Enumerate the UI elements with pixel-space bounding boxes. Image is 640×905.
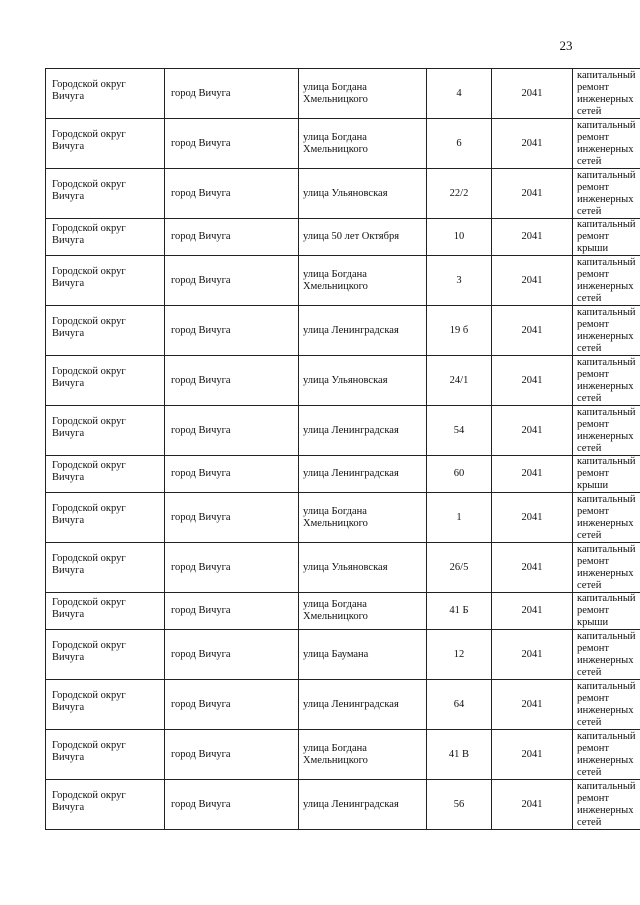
district-text: Городской округ Вичуга xyxy=(52,552,126,576)
district-cell xyxy=(46,680,165,730)
city-cell: город Вичуга xyxy=(165,543,299,593)
work-type-cell: капитальный ремонт инженерных сетей xyxy=(573,119,640,169)
district-text: Городской округ Вичуга xyxy=(52,460,126,483)
work-type-cell: капитальный ремонт инженерных сетей xyxy=(573,256,640,306)
work-type-cell: капитальный ремонт крыши xyxy=(573,593,640,630)
year-cell: 2041 xyxy=(492,456,573,493)
district-text: Городской округ Вичуга xyxy=(52,315,126,339)
district-text: Городской округ Вичуга xyxy=(52,128,126,152)
district-text: Городской округ Вичуга xyxy=(52,739,126,763)
year-cell: 2041 xyxy=(492,406,573,456)
street-cell: улица Богдана Хмельницкого xyxy=(299,493,427,543)
table-row xyxy=(46,219,640,256)
table-row xyxy=(46,493,640,543)
work-type-cell: капитальный ремонт инженерных сетей xyxy=(573,780,640,830)
work-type-cell: капитальный ремонт инженерных сетей xyxy=(573,730,640,780)
table-row xyxy=(46,169,640,219)
street-cell: улица Ленинградская xyxy=(299,680,427,730)
house-number-cell: 10 xyxy=(427,219,492,256)
house-number-cell: 6 xyxy=(427,119,492,169)
city-cell: город Вичуга xyxy=(165,256,299,306)
city-cell: город Вичуга xyxy=(165,780,299,830)
table-row xyxy=(46,593,640,630)
street-cell: улица 50 лет Октября xyxy=(299,219,427,256)
street-cell: улица Ульяновская xyxy=(299,169,427,219)
work-type-cell: капитальный ремонт инженерных сетей xyxy=(573,169,640,219)
city-cell: город Вичуга xyxy=(165,456,299,493)
city-cell: город Вичуга xyxy=(165,730,299,780)
district-cell xyxy=(46,356,165,406)
work-type-cell: капитальный ремонт инженерных сетей xyxy=(573,356,640,406)
table-row xyxy=(46,69,640,119)
work-type-cell: капитальный ремонт инженерных сетей xyxy=(573,630,640,680)
district-text: Городской округ Вичуга xyxy=(52,789,126,813)
year-cell: 2041 xyxy=(492,780,573,830)
house-number-cell: 24/1 xyxy=(427,356,492,406)
district-text: Городской округ Вичуга xyxy=(52,502,126,526)
street-cell: улица Богдана Хмельницкого xyxy=(299,119,427,169)
house-number-cell: 22/2 xyxy=(427,169,492,219)
district-cell xyxy=(46,730,165,780)
year-cell: 2041 xyxy=(492,630,573,680)
district-text: Городской округ Вичуга xyxy=(52,223,126,246)
year-cell: 2041 xyxy=(492,493,573,543)
city-cell: город Вичуга xyxy=(165,219,299,256)
city-cell: город Вичуга xyxy=(165,356,299,406)
house-number-cell: 54 xyxy=(427,406,492,456)
house-number-cell: 19 б xyxy=(427,306,492,356)
house-number-cell: 4 xyxy=(427,69,492,119)
year-cell: 2041 xyxy=(492,680,573,730)
district-cell xyxy=(46,169,165,219)
district-cell xyxy=(46,406,165,456)
street-cell: улица Ульяновская xyxy=(299,356,427,406)
house-number-cell: 41 В xyxy=(427,730,492,780)
work-type-cell: капитальный ремонт инженерных сетей xyxy=(573,406,640,456)
house-number-cell: 26/5 xyxy=(427,543,492,593)
work-type-cell: капитальный ремонт крыши xyxy=(573,456,640,493)
house-number-cell: 3 xyxy=(427,256,492,306)
district-cell xyxy=(46,69,165,119)
city-cell: город Вичуга xyxy=(165,406,299,456)
table-row xyxy=(46,680,640,730)
city-cell: город Вичуга xyxy=(165,119,299,169)
housing-repair-table xyxy=(45,68,640,830)
year-cell: 2041 xyxy=(492,119,573,169)
year-cell: 2041 xyxy=(492,256,573,306)
table-row xyxy=(46,630,640,680)
page-number: 23 xyxy=(559,38,573,53)
year-cell: 2041 xyxy=(492,730,573,780)
house-number-cell: 1 xyxy=(427,493,492,543)
year-cell: 2041 xyxy=(492,593,573,630)
table-row xyxy=(46,119,640,169)
house-number-cell: 56 xyxy=(427,780,492,830)
street-cell: улица Ленинградская xyxy=(299,406,427,456)
house-number-cell: 64 xyxy=(427,680,492,730)
city-cell: город Вичуга xyxy=(165,630,299,680)
year-cell: 2041 xyxy=(492,543,573,593)
work-type-cell: капитальный ремонт крыши xyxy=(573,219,640,256)
year-cell: 2041 xyxy=(492,219,573,256)
house-number-cell: 12 xyxy=(427,630,492,680)
street-cell: улица Богдана Хмельницкого xyxy=(299,593,427,630)
table-row xyxy=(46,543,640,593)
table-row xyxy=(46,306,640,356)
district-cell xyxy=(46,630,165,680)
work-type-cell: капитальный ремонт инженерных сетей xyxy=(573,543,640,593)
table-row xyxy=(46,406,640,456)
district-cell xyxy=(46,543,165,593)
city-cell: город Вичуга xyxy=(165,493,299,543)
year-cell: 2041 xyxy=(492,306,573,356)
year-cell: 2041 xyxy=(492,169,573,219)
district-cell xyxy=(46,306,165,356)
city-cell: город Вичуга xyxy=(165,169,299,219)
district-text: Городской округ Вичуга xyxy=(52,639,126,663)
table-row xyxy=(46,730,640,780)
district-text: Городской округ Вичуга xyxy=(52,415,126,439)
district-text: Городской округ Вичуга xyxy=(52,689,126,713)
work-type-cell: капитальный ремонт инженерных сетей xyxy=(573,306,640,356)
city-cell: город Вичуга xyxy=(165,593,299,630)
district-cell xyxy=(46,493,165,543)
street-cell: улица Богдана Хмельницкого xyxy=(299,69,427,119)
district-cell xyxy=(46,456,165,493)
table-row xyxy=(46,780,640,830)
table-row xyxy=(46,456,640,493)
work-type-cell: капитальный ремонт инженерных сетей xyxy=(573,69,640,119)
work-type-cell: капитальный ремонт инженерных сетей xyxy=(573,493,640,543)
street-cell: улица Богдана Хмельницкого xyxy=(299,256,427,306)
street-cell: улица Ульяновская xyxy=(299,543,427,593)
district-cell xyxy=(46,256,165,306)
city-cell: город Вичуга xyxy=(165,680,299,730)
district-text: Городской округ Вичуга xyxy=(52,365,126,389)
work-type-cell: капитальный ремонт инженерных сетей xyxy=(573,680,640,730)
table-row xyxy=(46,256,640,306)
street-cell: улица Ленинградская xyxy=(299,306,427,356)
district-text: Городской округ Вичуга xyxy=(52,597,126,620)
street-cell: улица Ленинградская xyxy=(299,780,427,830)
district-cell xyxy=(46,119,165,169)
district-cell xyxy=(46,593,165,630)
house-number-cell: 60 xyxy=(427,456,492,493)
house-number-cell: 41 Б xyxy=(427,593,492,630)
district-text: Городской округ Вичуга xyxy=(52,265,126,289)
year-cell: 2041 xyxy=(492,356,573,406)
street-cell: улица Ленинградская xyxy=(299,456,427,493)
district-cell xyxy=(46,780,165,830)
district-text: Городской округ Вичуга xyxy=(52,78,126,102)
table-body xyxy=(46,69,640,830)
city-cell: город Вичуга xyxy=(165,69,299,119)
table-row xyxy=(46,356,640,406)
street-cell: улица Богдана Хмельницкого xyxy=(299,730,427,780)
street-cell: улица Баумана xyxy=(299,630,427,680)
district-cell xyxy=(46,219,165,256)
city-cell: город Вичуга xyxy=(165,306,299,356)
year-cell: 2041 xyxy=(492,69,573,119)
district-text: Городской округ Вичуга xyxy=(52,178,126,202)
